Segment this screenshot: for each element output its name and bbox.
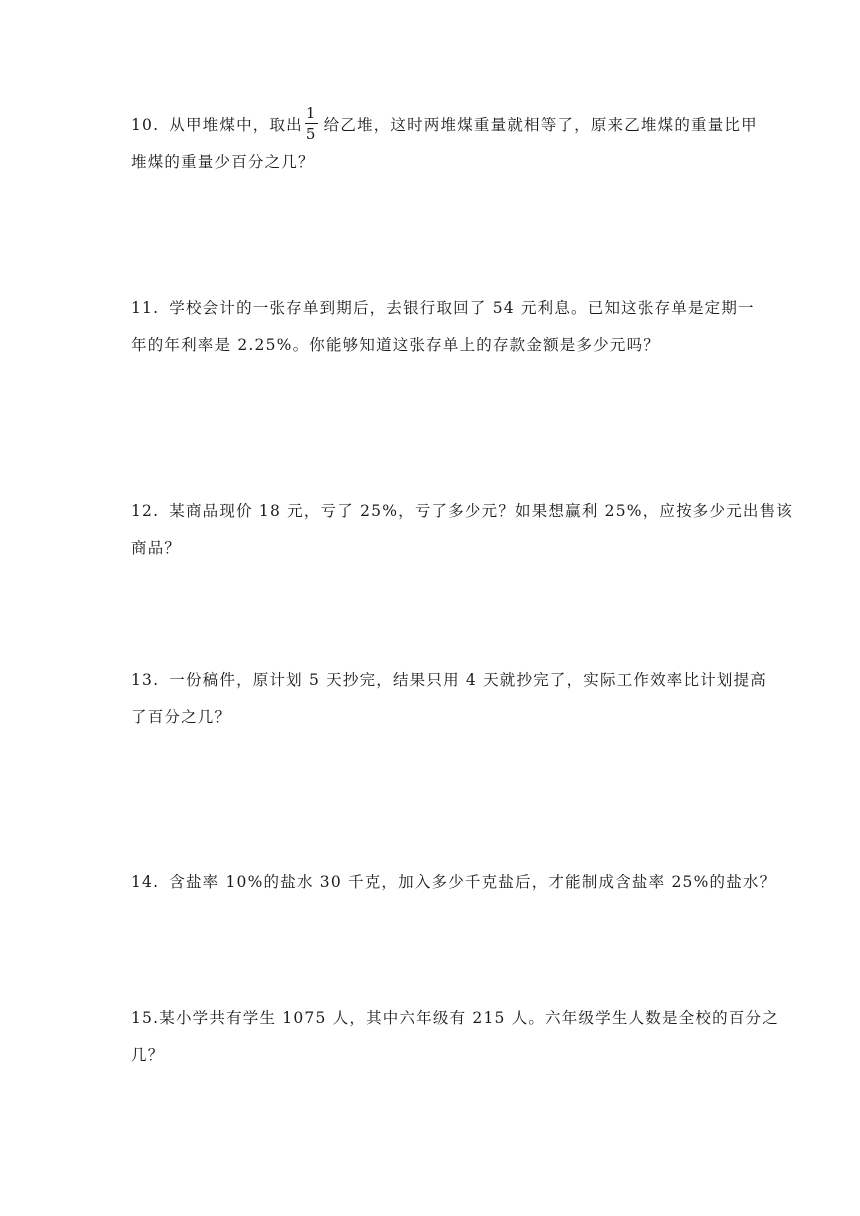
- problem-number: 12.: [131, 502, 160, 520]
- problem-12: [131, 493, 794, 567]
- problem-text: 某小学共有学生 1075 人，其中六年级有 215 人。六年级学生人数是全校的百分之: [159, 1009, 779, 1027]
- problem-14: [131, 864, 777, 901]
- problem-12-line-2: 商品？: [131, 539, 182, 557]
- problem-15-line-2: 几？: [131, 1046, 165, 1064]
- problem-text: 一份稿件，原计划 5 天抄完，结果只用 4 天就抄完了，实际工作效率比计划提高: [169, 671, 767, 689]
- problem-11: [131, 290, 771, 364]
- problem-13-line-1: [131, 662, 771, 699]
- problem-12-line-1: [131, 493, 794, 530]
- problem-number: 11.: [131, 299, 160, 317]
- problem-13-line-2: 了百分之几？: [131, 708, 232, 726]
- fraction: [305, 106, 318, 142]
- problem-number: 14.: [131, 873, 160, 891]
- problem-text: 某商品现价 18 元，亏了 25%，亏了多少元？如果想赢利 25%，应按多少元出售该: [169, 502, 794, 520]
- problem-number: 13.: [131, 671, 160, 689]
- problem-number: 15.: [131, 1009, 160, 1027]
- problem-10-line-2: 堆煤的重量少百分之几？: [131, 153, 315, 171]
- problem-text: 给乙堆，这时两堆煤重量就相等了，原来乙堆煤的重量比甲: [323, 116, 758, 134]
- fraction-denominator: 5: [305, 125, 317, 143]
- problem-15-line-1: [131, 1000, 779, 1037]
- fraction-numerator: 1: [305, 104, 317, 122]
- problem-13: [131, 662, 771, 736]
- problem-text: 从甲堆煤中，取出: [169, 116, 303, 134]
- problem-10: [131, 104, 771, 181]
- problem-10-line-1: [131, 104, 771, 144]
- problem-14-line-1: [131, 864, 777, 901]
- problem-number: 10.: [131, 116, 160, 134]
- problem-text: 含盐率 10%的盐水 30 千克，加入多少千克盐后，才能制成含盐率 25%的盐水？: [169, 873, 777, 891]
- problem-11-line-1: [131, 290, 771, 327]
- problem-15: [131, 1000, 779, 1074]
- problem-text: 学校会计的一张存单到期后，去银行取回了 54 元利息。已知这张存单是定期一: [169, 299, 755, 317]
- problem-11-line-2: 年的年利率是 2.25%。你能够知道这张存单上的存款金额是多少元吗？: [131, 336, 660, 354]
